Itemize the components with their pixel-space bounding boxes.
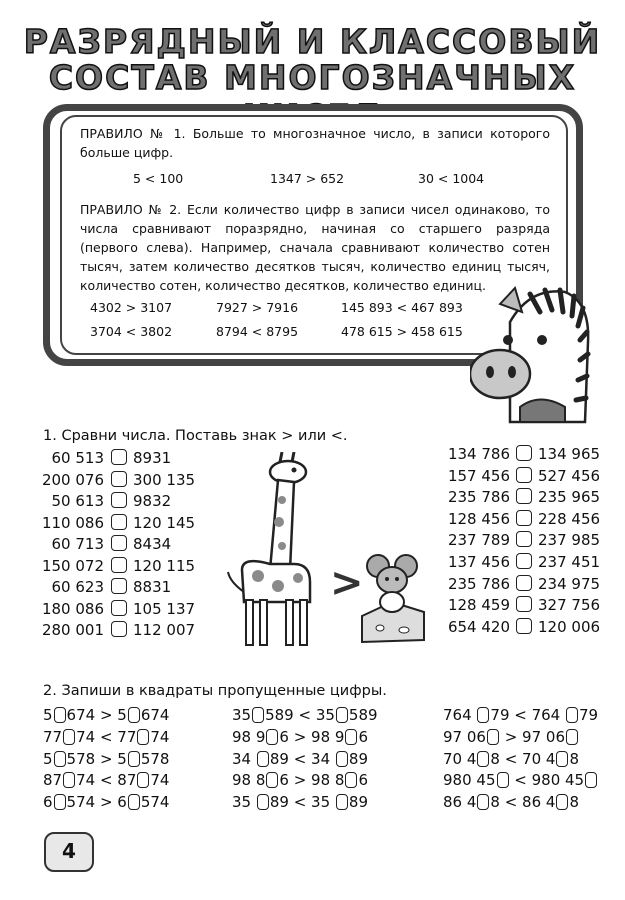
expression-text: 97 06 bbox=[443, 727, 486, 746]
expression-text: 674 bbox=[140, 706, 170, 724]
compare-number-left: 128 456 bbox=[447, 509, 510, 528]
digit-box[interactable] bbox=[266, 729, 278, 745]
digit-box[interactable] bbox=[487, 729, 499, 745]
answer-box[interactable] bbox=[516, 510, 532, 526]
task-1-title: 1. Сравни числа. Поставь знак > или <. bbox=[43, 428, 348, 444]
expression-text: 35 bbox=[232, 706, 252, 724]
missing-digit-row bbox=[43, 727, 223, 747]
compare-number-left: 128 459 bbox=[447, 596, 510, 615]
task-2-title: 2. Запиши в квадраты пропущенные цифры. bbox=[43, 683, 387, 699]
compare-number-left: 60 513 bbox=[51, 449, 104, 467]
compare-number-left: 157 456 bbox=[447, 466, 510, 485]
rule-1-example: 5 < 100 bbox=[133, 171, 184, 186]
expression-text: 89 bbox=[348, 749, 368, 768]
digit-box[interactable] bbox=[128, 751, 140, 767]
compare-number-right: 120 006 bbox=[538, 617, 601, 636]
expression-text: 578 > 5 bbox=[66, 749, 127, 768]
expression-text: 980 45 bbox=[443, 771, 496, 790]
digit-box[interactable] bbox=[252, 707, 264, 723]
compare-number-right: 134 965 bbox=[538, 445, 601, 463]
expression-text: 674 > 5 bbox=[66, 706, 127, 724]
expression-text: 8 bbox=[569, 793, 579, 812]
compare-number-right: 235 965 bbox=[538, 488, 601, 507]
compare-number-right: 237 985 bbox=[538, 531, 601, 550]
giraffe-illustration bbox=[222, 452, 332, 652]
compare-number-left: 134 786 bbox=[447, 445, 510, 463]
digit-box[interactable] bbox=[54, 794, 66, 810]
compare-number-left: 150 072 bbox=[41, 556, 104, 575]
compare-number-left: 60 623 bbox=[51, 578, 104, 596]
digit-box[interactable] bbox=[566, 729, 578, 745]
missing-digit-row bbox=[443, 727, 623, 747]
expression-text: 6 > 98 9 bbox=[279, 727, 345, 746]
expression-text: 35 bbox=[232, 793, 256, 812]
digit-box[interactable] bbox=[336, 751, 348, 767]
digit-box[interactable] bbox=[477, 794, 489, 810]
missing-digit-row bbox=[443, 705, 623, 725]
expression-text: 8 < 86 4 bbox=[490, 793, 556, 812]
digit-box[interactable] bbox=[497, 772, 509, 788]
compare-number-right: 327 756 bbox=[538, 596, 601, 615]
digit-box[interactable] bbox=[336, 794, 348, 810]
expression-text: 74 bbox=[150, 727, 170, 746]
compare-number-right: 120 145 bbox=[133, 513, 196, 532]
compare-number-right: 112 007 bbox=[133, 621, 196, 639]
expression-text: 574 bbox=[140, 793, 170, 812]
zebra-illustration bbox=[470, 282, 600, 427]
digit-box[interactable] bbox=[257, 751, 269, 767]
missing-digit-row bbox=[232, 770, 412, 790]
expression-text: < 980 45 bbox=[509, 771, 585, 790]
digit-box[interactable] bbox=[257, 794, 269, 810]
missing-digit-row bbox=[232, 705, 412, 725]
mouse-on-cheese-illustration bbox=[356, 550, 428, 646]
compare-number-right: 8434 bbox=[133, 535, 172, 553]
expression-text: 6 > 98 8 bbox=[279, 771, 345, 790]
compare-number-right: 527 456 bbox=[538, 466, 601, 485]
greater-than-sign: > bbox=[330, 560, 364, 606]
digit-box[interactable] bbox=[266, 772, 278, 788]
answer-box[interactable] bbox=[516, 575, 532, 591]
page-title-line-1: РАЗРЯДНЫЙ И КЛАССОВЫЙ bbox=[23, 22, 602, 61]
rule-1-text: ПРАВИЛО № 1. Больше то многозначное число, в записи которого больше цифр. bbox=[80, 126, 550, 160]
compare-number-left: 200 076 bbox=[41, 470, 104, 489]
expression-text: 98 8 bbox=[232, 771, 266, 790]
expression-text: 70 4 bbox=[443, 749, 477, 768]
answer-box[interactable] bbox=[516, 467, 532, 483]
rule-2-example: 145 893 < 467 893 bbox=[341, 300, 463, 315]
missing-digit-row bbox=[232, 727, 412, 747]
compare-number-left: 50 613 bbox=[51, 492, 104, 510]
expression-text: 589 < 35 bbox=[265, 706, 335, 724]
expression-text: 8 < 70 4 bbox=[490, 749, 556, 768]
expression-text: 86 4 bbox=[443, 793, 477, 812]
compare-number-left: 110 086 bbox=[41, 513, 104, 532]
expression-text: 89 < 35 bbox=[269, 793, 335, 812]
digit-box[interactable] bbox=[128, 794, 140, 810]
expression-text: 79 bbox=[579, 706, 599, 724]
expression-text: 764 bbox=[443, 706, 477, 724]
expression-text: 5 bbox=[43, 749, 53, 768]
expression-text: 98 9 bbox=[232, 727, 266, 746]
digit-box[interactable] bbox=[54, 751, 66, 767]
answer-box[interactable] bbox=[516, 596, 532, 612]
compare-number-right: 228 456 bbox=[538, 509, 601, 528]
expression-text: 6 bbox=[43, 793, 53, 812]
answer-box[interactable] bbox=[516, 488, 532, 504]
digit-box[interactable] bbox=[137, 729, 149, 745]
rule-2-example: 478 615 > 458 615 bbox=[341, 324, 463, 339]
digit-box[interactable] bbox=[137, 772, 149, 788]
digit-box[interactable] bbox=[345, 729, 357, 745]
compare-number-right: 105 137 bbox=[133, 599, 196, 618]
rule-1-example: 1347 > 652 bbox=[270, 171, 345, 186]
digit-box[interactable] bbox=[54, 707, 66, 723]
missing-digit-row bbox=[43, 749, 223, 769]
digit-box[interactable] bbox=[556, 794, 568, 810]
expression-text: 574 > 6 bbox=[66, 793, 127, 812]
expression-text: 578 bbox=[140, 749, 170, 768]
compare-number-right: 120 115 bbox=[133, 556, 196, 575]
expression-text: 8 bbox=[569, 749, 579, 768]
compare-number-left: 237 789 bbox=[447, 531, 510, 550]
answer-box[interactable] bbox=[516, 531, 532, 547]
digit-box[interactable] bbox=[63, 729, 75, 745]
expression-text: 89 bbox=[348, 793, 368, 812]
compare-number-right: 8931 bbox=[133, 449, 172, 467]
rule-2-example: 7927 > 7916 bbox=[216, 300, 299, 315]
expression-text: 74 < 77 bbox=[76, 727, 137, 746]
missing-digit-row bbox=[443, 792, 623, 812]
missing-digit-row bbox=[232, 749, 412, 769]
digit-box[interactable] bbox=[345, 772, 357, 788]
rule-2-example: 4302 > 3107 bbox=[90, 300, 173, 315]
page-title-line-2: СОСТАВ МНОГОЗНАЧНЫХ bbox=[48, 58, 577, 97]
digit-box[interactable] bbox=[63, 772, 75, 788]
expression-text: 74 < 87 bbox=[76, 771, 137, 790]
missing-digit-row bbox=[232, 792, 412, 812]
page-number: 4 bbox=[44, 832, 94, 872]
compare-number-right: 234 975 bbox=[538, 574, 601, 593]
digit-box[interactable] bbox=[336, 707, 348, 723]
answer-box[interactable] bbox=[516, 553, 532, 569]
compare-number-left: 654 420 bbox=[447, 617, 510, 636]
compare-number-left: 235 786 bbox=[447, 488, 510, 507]
answer-box[interactable] bbox=[516, 445, 532, 461]
missing-digit-row bbox=[43, 770, 223, 790]
expression-text: 74 bbox=[150, 771, 170, 790]
compare-number-left: 235 786 bbox=[447, 574, 510, 593]
rule-2-example: 3704 < 3802 bbox=[90, 324, 173, 339]
digit-box[interactable] bbox=[128, 707, 140, 723]
compare-number-left: 137 456 bbox=[447, 553, 510, 571]
rule-1-example: 30 < 1004 bbox=[418, 171, 485, 186]
answer-box[interactable] bbox=[516, 618, 532, 634]
expression-text: 6 bbox=[358, 771, 368, 790]
expression-text: 77 bbox=[43, 727, 63, 746]
missing-digit-row bbox=[443, 770, 623, 790]
compare-number-left: 60 713 bbox=[51, 535, 104, 553]
digit-box[interactable] bbox=[566, 707, 578, 723]
missing-digit-row bbox=[43, 705, 223, 725]
compare-number-left: 180 086 bbox=[41, 599, 104, 618]
digit-box[interactable] bbox=[477, 707, 489, 723]
compare-number-right: 8831 bbox=[133, 578, 172, 596]
digit-box[interactable] bbox=[477, 751, 489, 767]
compare-number-right: 237 451 bbox=[538, 553, 601, 571]
expression-text: 87 bbox=[43, 771, 63, 790]
expression-text: 589 bbox=[348, 706, 378, 724]
compare-number-right: 300 135 bbox=[133, 470, 196, 489]
expression-text: 89 < 34 bbox=[269, 749, 335, 768]
rule-2-example: 8794 < 8795 bbox=[216, 324, 299, 339]
compare-number-left: 280 001 bbox=[41, 621, 104, 639]
expression-text: > 97 06 bbox=[499, 727, 565, 746]
missing-digit-row bbox=[443, 749, 623, 769]
digit-box[interactable] bbox=[556, 751, 568, 767]
digit-box[interactable] bbox=[585, 772, 597, 788]
expression-text: 6 bbox=[358, 727, 368, 746]
expression-text: 34 bbox=[232, 749, 256, 768]
expression-text: 5 bbox=[43, 706, 53, 724]
compare-number-right: 9832 bbox=[133, 492, 172, 510]
rule-2-text: ПРАВИЛО № 2. Если количество цифр в записи чисел одинаково, то числа сравнивают поразрядно, начиная со старшего разряда (первого слева). Например, сначала сравнивают количество сотен тысяч, затем количество десятков тысяч, количество единиц тысяч, количество сотен, количество десятков, количество единиц. bbox=[80, 202, 550, 293]
expression-text: 79 < 764 bbox=[490, 706, 565, 724]
missing-digit-row bbox=[43, 792, 223, 812]
